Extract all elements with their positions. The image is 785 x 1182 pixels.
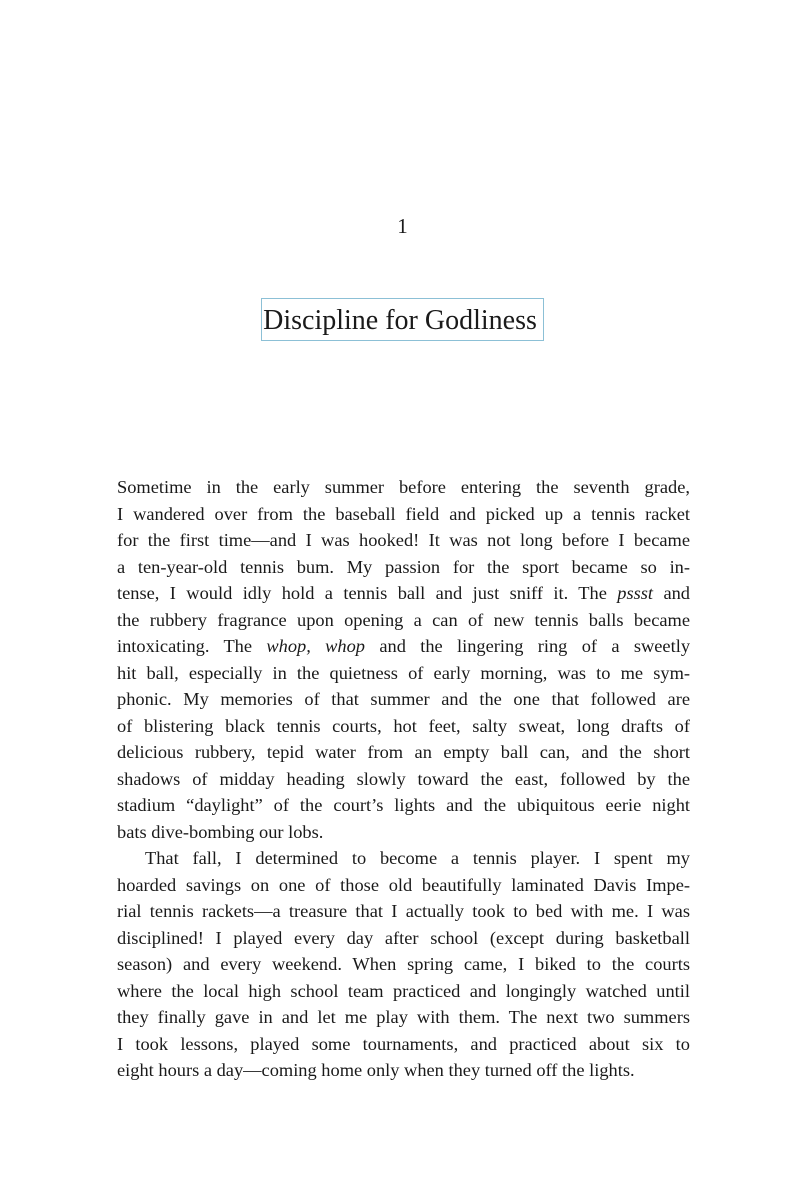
text-run: and the lingering ring of a sweetly [365,636,691,656]
text-run: where the local high school team practiced and longingly watched until [117,980,690,1001]
text-line [117,554,690,581]
text-run: for the first time—and I was hooked! It was not long before I became [117,530,690,550]
text-line [117,633,690,660]
text-run: they finally gave in and let me play with them. The next two summers [117,1007,690,1027]
text-run: season) and every weekend. When spring came, I biked to the courts [117,954,690,974]
text-run: shadows of midday heading slowly toward the east, followed by the [117,768,690,789]
text-line [117,898,690,925]
text-line [117,686,690,713]
text-run: and [653,583,691,603]
text-run: delicious rubbery, tepid water from an empty ball can, and the short [117,742,690,762]
text-line [117,580,690,607]
text-run: the rubbery fragrance upon opening a can of new tennis balls became [117,609,690,630]
text-line [117,1031,690,1058]
body-paragraph [117,474,690,845]
text-run: That fall, I determined to become a tennis player. I spent my [145,848,690,868]
text-line [117,951,690,978]
text-run: hoarded savings on one of those old beautifully laminated Davis Impe- [117,874,690,895]
text-line [117,819,690,846]
text-line [117,713,690,740]
text-run: Sometime in the early summer before entering the seventh grade, [117,477,690,497]
text-run: disciplined! I played every day after school (except during basketball [117,927,690,948]
text-run: hit ball, especially in the quietness of early morning, was to me sym- [117,662,690,683]
chapter-body [117,474,690,1084]
text-line [117,527,690,554]
italic-text: pssst [617,583,654,603]
italic-text: whop, whop [266,636,366,656]
text-run: rial tennis rackets—a treasure that I actually took to bed with me. I was [117,901,690,921]
text-line [117,978,690,1005]
text-line [117,474,690,501]
text-line [117,607,690,634]
text-line [117,925,690,952]
text-run: of blistering black tennis courts, hot feet, salty sweat, long drafts of [117,715,690,736]
text-line [117,845,690,872]
text-line [117,501,690,528]
text-run: I took lessons, played some tournaments, and practiced about six to [117,1033,690,1054]
text-line [117,792,690,819]
text-line [117,872,690,899]
text-run: eight hours a day—coming home only when they turned off the lights. [117,1060,635,1080]
text-run: tense, I would idly hold a tennis ball and just sniff it. The [117,583,618,603]
text-run: bats dive-bombing our lobs. [117,821,324,842]
text-run: a ten-year-old tennis bum. My passion for the sport became so in- [117,556,690,577]
text-line [117,766,690,793]
text-run: phonic. My memories of that summer and the one that followed are [117,689,690,709]
chapter-title-wrapper [0,298,785,341]
chapter-number: 1 [397,214,408,238]
text-run: intoxicating. The [117,636,267,656]
text-run: I wandered over from the baseball field and picked up a tennis racket [117,503,690,524]
text-line [117,1057,690,1084]
text-run: stadium “daylight” of the court’s lights and the ubiquitous eerie night [117,795,690,815]
text-line [117,660,690,687]
chapter-title: Discipline for Godliness [261,298,544,341]
text-line [117,1004,690,1031]
text-line [117,739,690,766]
body-paragraph [117,845,690,1084]
